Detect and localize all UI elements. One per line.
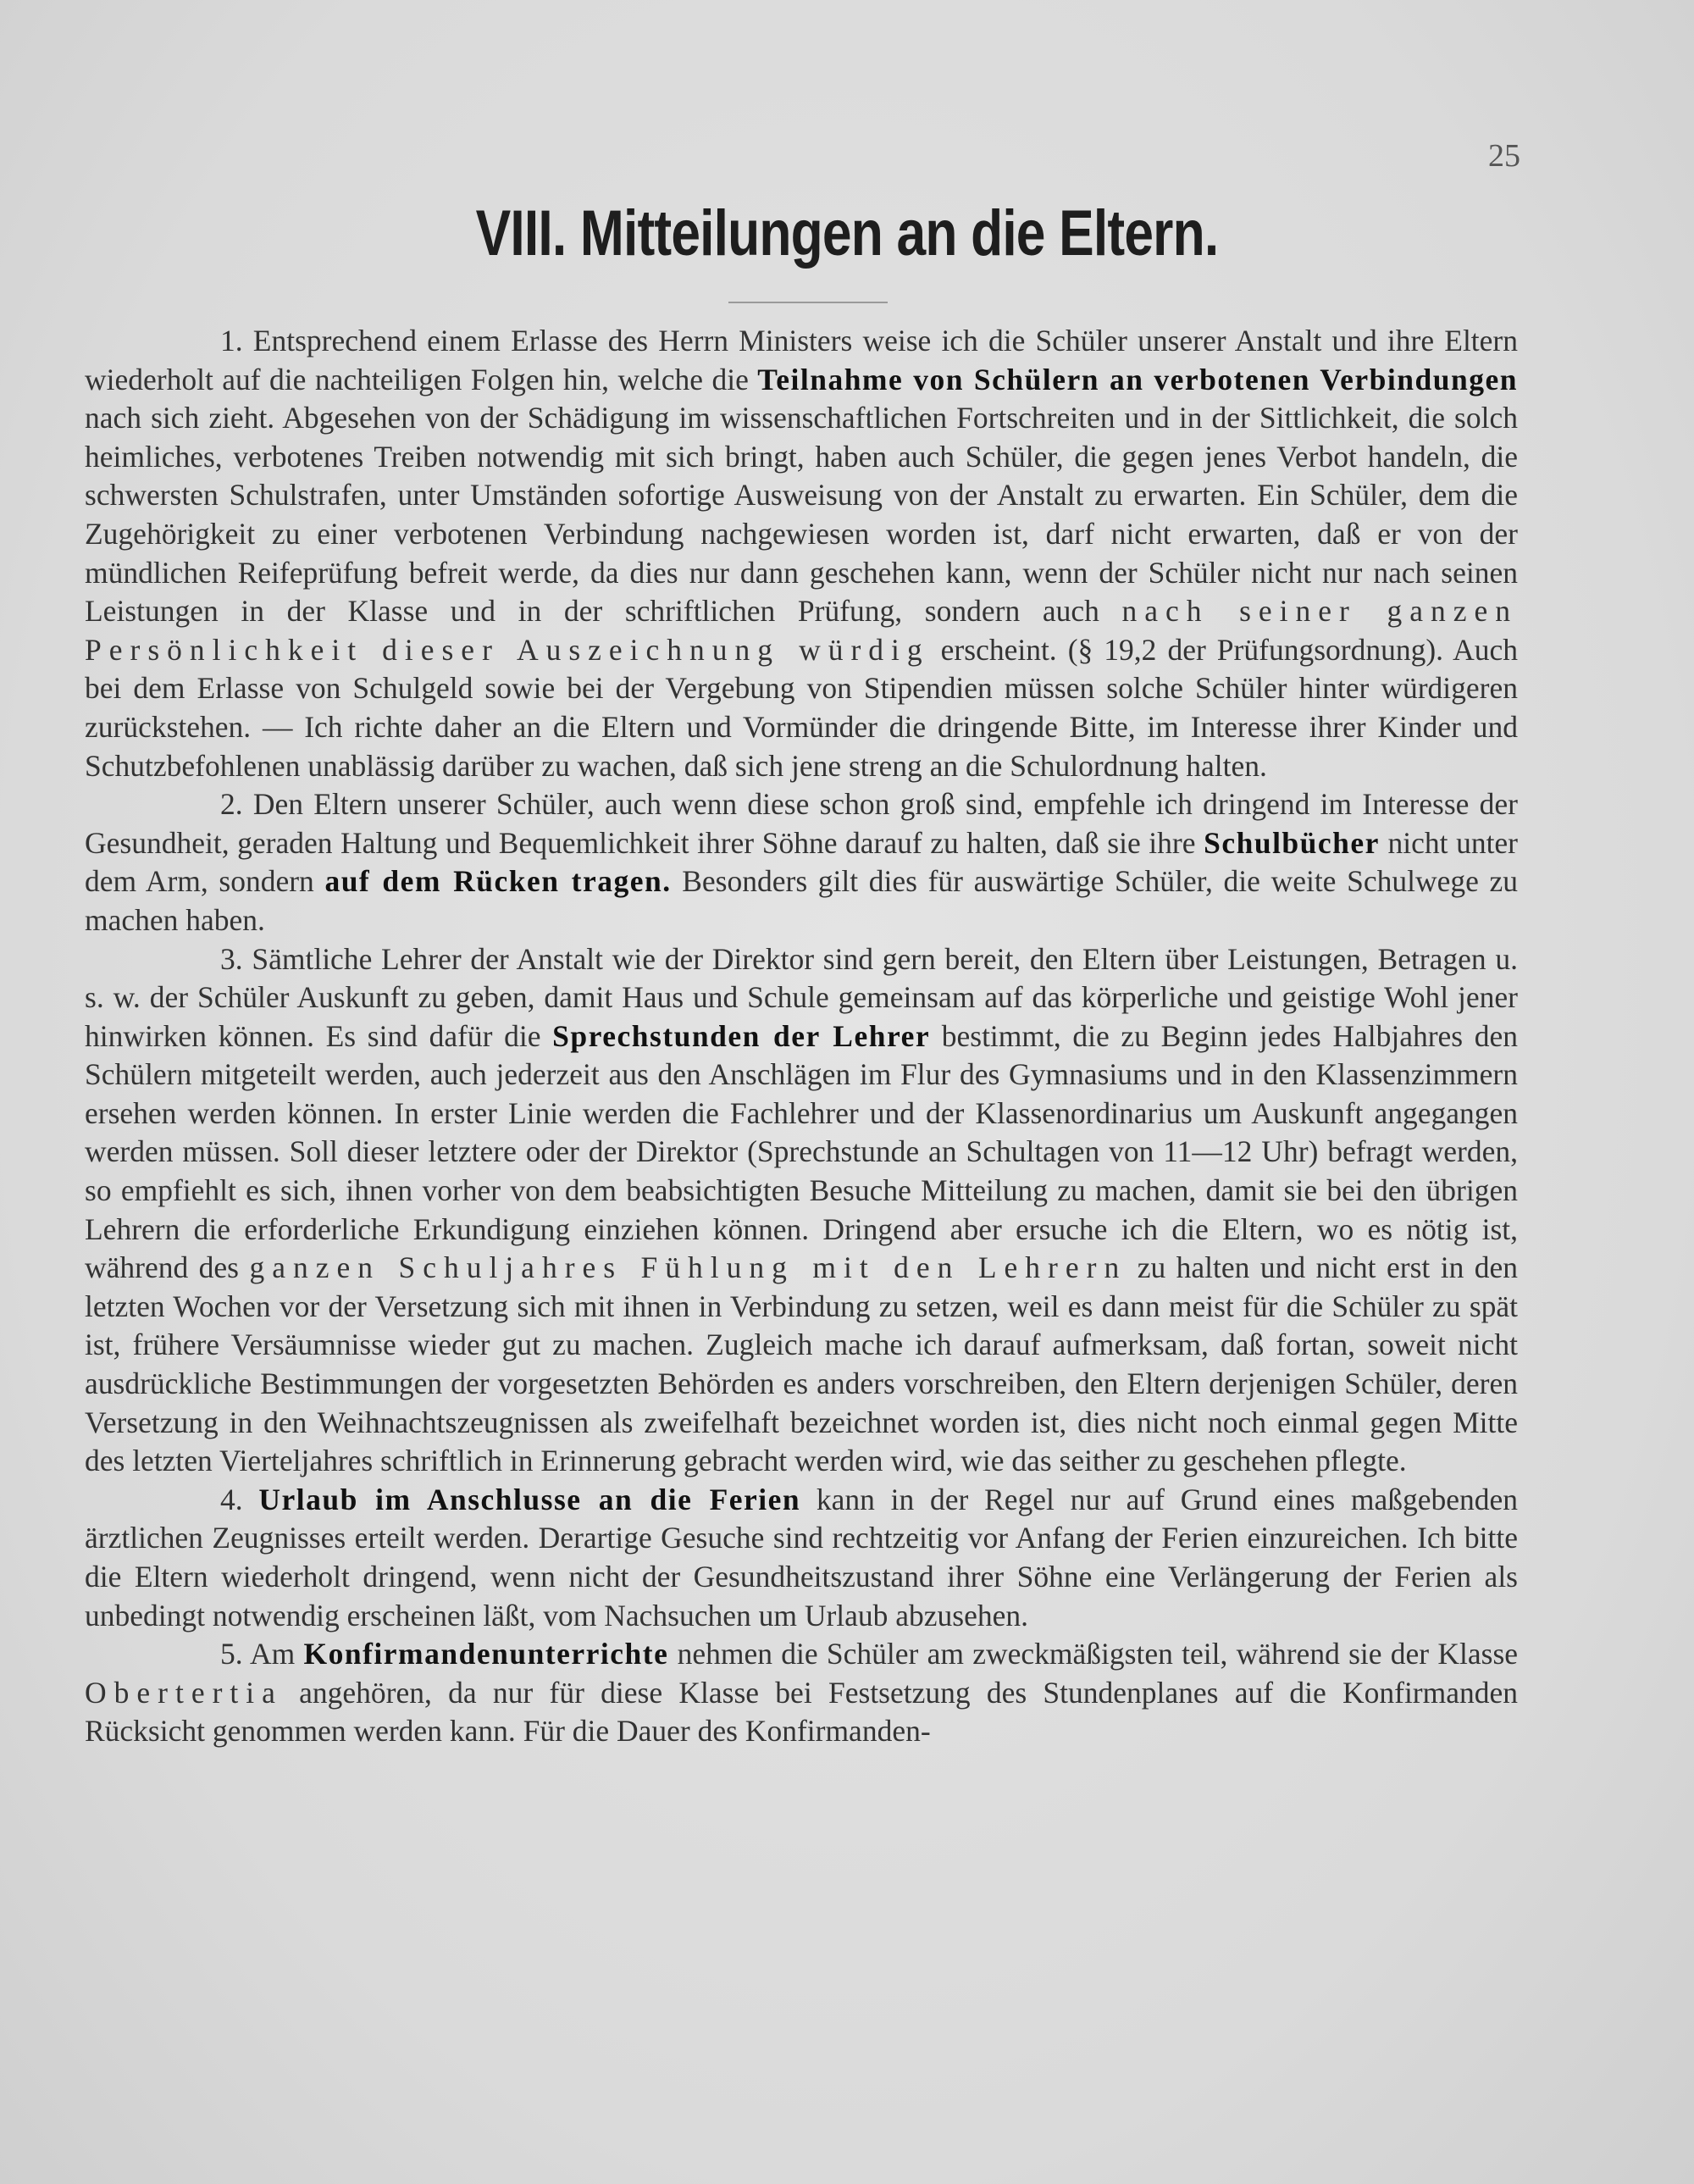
body-text	[85, 322, 1518, 1751]
emphasis-text: Urlaub im Anschlusse an die Ferien	[258, 1482, 801, 1516]
paragraph-text: erscheint. (§ 19,2 der Prüfungsordnung). Auch bei dem Erlasse von Schulgeld sowie bei der Vergebung von Stipendien müssen solche Schüler hinter würdigeren zurückstehen. — Ich richte daher an die Eltern und Vormünder die dringende Bitte, im Interesse ihrer Kinder und Schutzbefohlenen unablässig darüber zu wachen, daß sich jene streng an die Schulordnung halten.	[85, 632, 1518, 783]
paragraph-text: Den Eltern unserer Schüler, auch wenn diese schon groß sind, empfehle ich dringend im Interesse der Gesundheit, geraden Haltung und Bequemlichkeit ihrer Söhne darauf zu halten, daß sie ihre	[85, 787, 1518, 860]
spaced-emphasis-text: Obertertia	[85, 1675, 283, 1710]
paragraph-text: nehmen die Schüler am zweckmäßigsten teil, während sie der Klasse	[677, 1637, 1519, 1671]
title-divider	[728, 302, 888, 303]
paragraph-text: Besonders gilt dies für auswärtige Schüler, die weite Schulwege zu machen haben.	[85, 864, 1518, 937]
emphasis-text: Teilnahme von Schülern an verbotenen Verbindungen	[757, 362, 1518, 396]
paragraph-text: Am	[249, 1637, 296, 1671]
paragraph-number: 5.	[220, 1637, 243, 1671]
section-title: VIII. Mitteilungen an die Eltern.	[475, 197, 1219, 269]
emphasis-text: auf dem Rücken tragen.	[324, 864, 672, 899]
paragraph-3	[85, 940, 1518, 1481]
paragraph-number: 2.	[220, 787, 243, 822]
paragraph-4	[85, 1481, 1518, 1635]
paragraph-5	[85, 1635, 1518, 1751]
paragraph-1	[85, 322, 1518, 785]
paragraph-text: kann in der Regel nur auf Grund eines maßgebenden ärztlichen Zeugnisses erteilt werden. Derartige Gesuche sind rechtzeitig vor Anfang der Ferien einzureichen. Ich bitte die Eltern wiederholt dringend, wenn nicht der Gesundheitszustand ihrer Söhne eine Verlängerung der Ferien als unbedingt notwendig erscheinen läßt, vom Nachsuchen um Urlaub abzusehen.	[85, 1482, 1519, 1632]
paragraph-text: nicht unter dem Arm, sondern	[85, 825, 1519, 899]
paragraph-text: angehören, da nur für diese Klasse bei Festsetzung des Stundenplanes auf die Konfirmanden Rücksicht genommen werden kann. Für die Dauer des Konfirmanden-	[85, 1675, 1519, 1749]
paragraph-2	[85, 785, 1518, 940]
paragraph-number: 3.	[220, 941, 243, 976]
spaced-emphasis-text: ganzen Schuljahres Fühlung mit den Lehrern	[249, 1250, 1127, 1285]
paragraph-text: zu halten und nicht erst in den letzten Wochen vor der Versetzung sich mit ihnen in Verbindung zu setzen, weil es dann meist für die Schüler zu spät ist, frühere Versäumnisse wieder gut zu machen. Zugleich mache ich darauf aufmerksam, daß fortan, soweit nicht ausdrückliche Bestimmungen der vorgesetzten Behörden es anders vorschreiben, den Eltern derjenigen Schüler, deren Versetzung in den Weihnachtszeugnissen als zweifelhaft bezeichnet worden ist, dies nicht noch einmal gegen Mitte des letzten Vierteljahres schriftlich in Erinnerung gebracht werden wird, wie das seither zu geschehen pflegte.	[85, 1250, 1519, 1478]
paragraph-text: nach sich zieht. Abgesehen von der Schädigung im wissenschaftlichen Fortschreiten und in der Sittlichkeit, die solch heimliches, verbotenes Treiben notwendig mit sich bringt, haben auch Schüler, die gegen jenes Verbot handeln, die schwersten Schulstrafen, unter Umständen sofortige Ausweisung von der Anstalt zu erwarten. Ein Schüler, dem die Zugehörigkeit zu einer verbotenen Verbindung nachgewiesen worden ist, darf nicht erwarten, daß er von der mündlichen Reifeprüfung befreit werde, da dies nur dann geschehen kann, wenn der Schüler nicht nur nach seinen Leistungen in der Klasse und in der schriftlichen Prüfung, sondern auch	[85, 401, 1518, 629]
paragraph-text: Entsprechend einem Erlasse des Herrn Ministers weise ich die Schüler unserer Anstalt und ihre Eltern wiederholt auf die nachteiligen Folgen hin, welche die	[85, 324, 1519, 396]
emphasis-text: Sprechstunden der Lehrer	[552, 1018, 931, 1053]
spaced-emphasis-text: nach seiner ganzen Persönlichkeit dieser Auszeichnung würdig	[85, 594, 1519, 667]
page-number: 25	[1488, 138, 1520, 174]
paragraph-number: 4.	[220, 1482, 243, 1516]
paragraph-number: 1.	[220, 324, 243, 358]
emphasis-text: Schulbücher	[1204, 825, 1380, 860]
emphasis-text: Konfirmandenunterrichte	[303, 1637, 669, 1671]
paragraph-text: bestimmt, die zu Beginn jedes Halbjahres den Schülern mitgeteilt werden, auch jederzeit aus den Anschlägen im Flur des Gymnasiums und in den Klassenzimmern ersehen werden können. In erster Linie werden die Fachlehrer und der Klassenordinarius um Auskunft angegangen werden müssen. Soll dieser letztere oder der Direktor (Sprechstunde an Schultagen von 11—12 Uhr) befragt werden, so empfiehlt es sich, ihnen vorher von dem beabsichtigten Besuche Mitteilung zu machen, damit sie bei den übrigen Lehrern die erforderliche Erkundigung einziehen können. Dringend aber ersuche ich die Eltern, wo es nötig ist, während des	[85, 1018, 1519, 1285]
paragraph-text: Sämtliche Lehrer der Anstalt wie der Direktor sind gern bereit, den Eltern über Leistungen, Betragen u. s. w. der Schüler Auskunft zu geben, damit Haus und Schule gemeinsam auf das körperliche und geistige Wohl jener hinwirken können. Es sind dafür die	[85, 941, 1518, 1053]
